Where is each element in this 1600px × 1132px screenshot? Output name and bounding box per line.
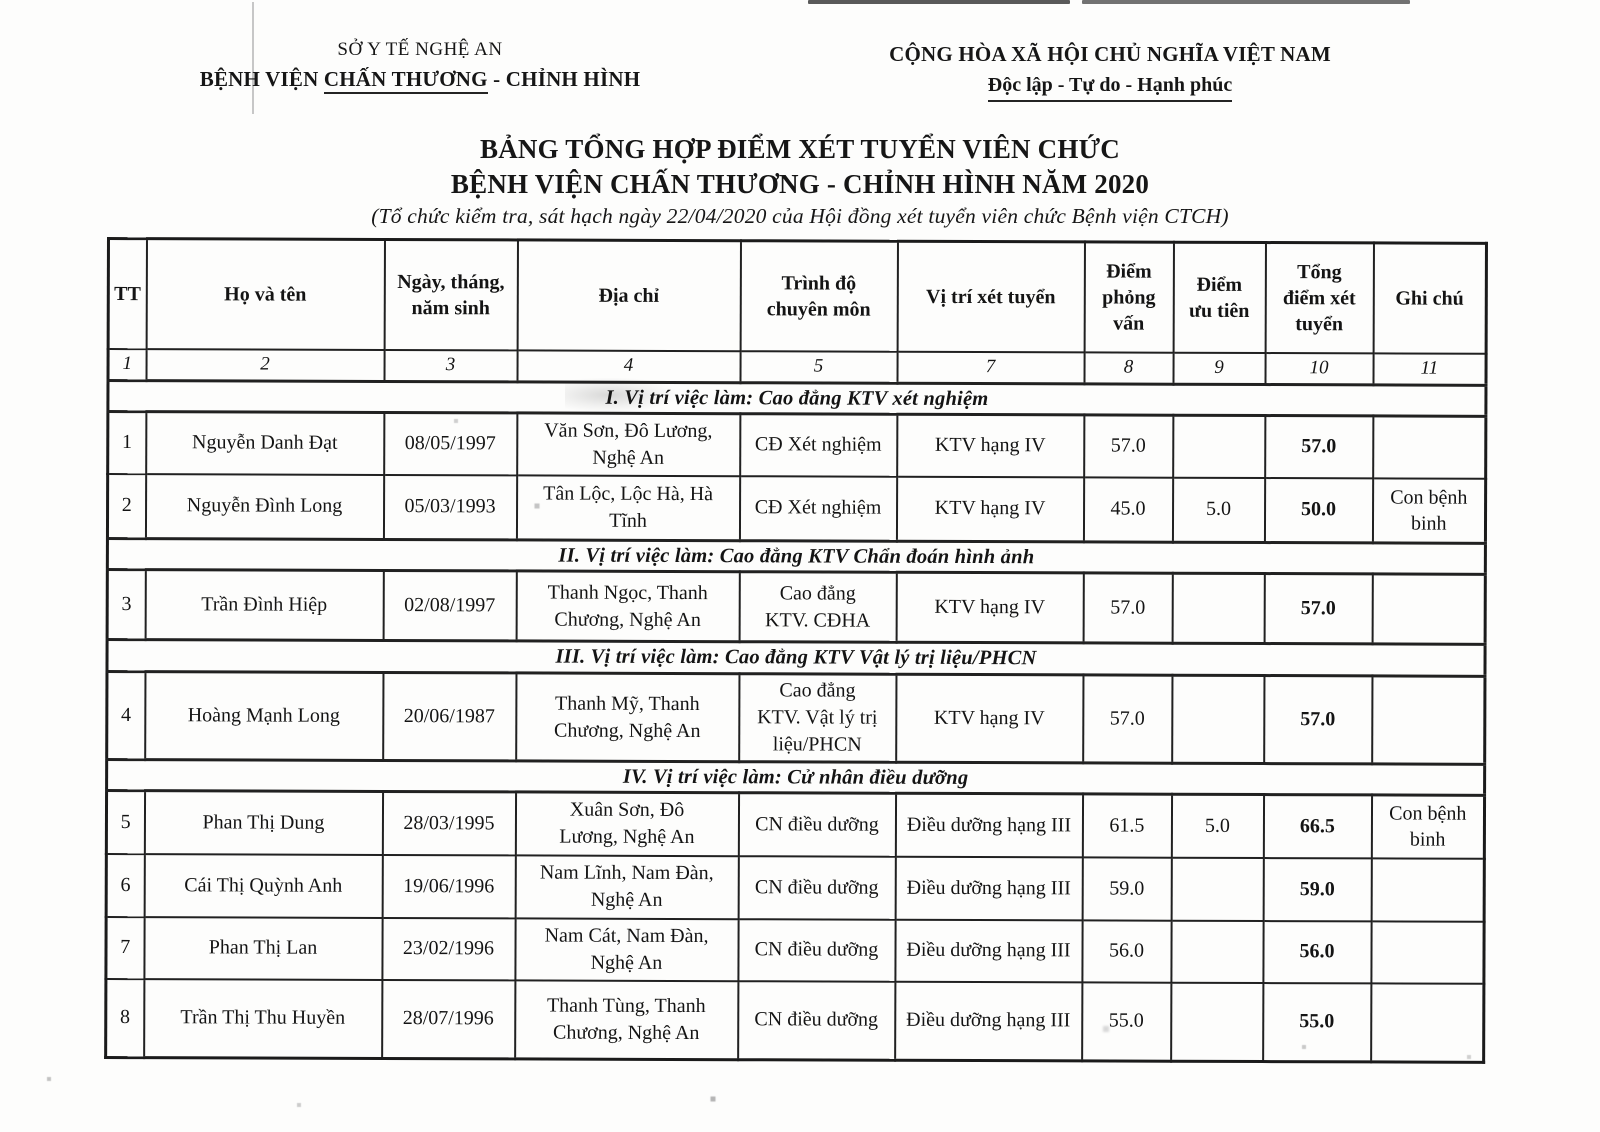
- letterhead-left: [140, 36, 700, 94]
- cell-total-score: 55.0: [1263, 983, 1371, 1062]
- cell-total-score: 57.0: [1265, 416, 1373, 478]
- cell-degree: CN điều dưỡng: [738, 856, 895, 920]
- cell-total-score: 59.0: [1263, 858, 1371, 921]
- cell-interview-score: 61.5: [1082, 794, 1171, 857]
- cell-tt: 4: [107, 672, 145, 760]
- section-label: IV. Vị trí việc làm: Cử nhân điều dưỡng: [107, 760, 1485, 796]
- cell-dob: 20/06/1987: [383, 672, 516, 760]
- col-num: 5: [740, 351, 897, 384]
- col-num: 4: [517, 350, 740, 383]
- cell-address: Thanh Mỹ, Thanh Chương, Nghệ An: [516, 673, 739, 762]
- col-header-priority-score: Điểm ưu tiên: [1173, 242, 1265, 352]
- document-title-block: [0, 132, 1600, 229]
- cell-position: Điều dưỡng hạng III: [895, 856, 1082, 920]
- department-name: SỞ Y TẾ NGHỆ AN: [337, 39, 503, 60]
- cell-tt: 5: [106, 791, 144, 854]
- cell-note: [1372, 676, 1485, 764]
- cell-total-score: 56.0: [1263, 921, 1371, 983]
- col-num: 1: [108, 349, 146, 381]
- cell-note: Con bệnh binh: [1371, 795, 1484, 858]
- cell-dob: 19/06/1996: [382, 854, 515, 917]
- col-num: 3: [384, 349, 517, 381]
- col-num: 10: [1265, 353, 1373, 385]
- cell-degree: CĐ Xét nghiệm: [740, 414, 897, 477]
- cell-position: KTV hạng IV: [896, 476, 1083, 542]
- cell-name: Trần Đình Hiệp: [145, 570, 383, 641]
- cell-position: Điều dưỡng hạng III: [895, 919, 1082, 982]
- cell-tt: 2: [107, 474, 145, 539]
- col-num: 7: [897, 351, 1084, 384]
- cell-dob: 05/03/1993: [383, 474, 516, 539]
- national-title: CỘNG HÒA XÃ HỘI CHỦ NGHĨA VIỆT NAM: [889, 42, 1331, 66]
- col-header-position: Vị trí xét tuyển: [897, 241, 1084, 352]
- col-header-note: Ghi chú: [1373, 243, 1486, 353]
- document-title-line2: BỆNH VIỆN CHẤN THƯƠNG - CHỈNH HÌNH NĂM 2020: [450, 169, 1150, 200]
- scan-edge-artifact: [1082, 0, 1410, 4]
- col-num: 9: [1173, 352, 1265, 384]
- section-row-2: [107, 539, 1485, 575]
- document-title-line1: BẢNG TỔNG HỢP ĐIỂM XÉT TUYỂN VIÊN CHỨC: [480, 134, 1120, 164]
- cell-name: Cái Thị Quỳnh Anh: [144, 854, 382, 918]
- cell-name: Trần Thị Thu Huyền: [144, 979, 382, 1059]
- table-row: [106, 791, 1484, 859]
- cell-interview-score: 55.0: [1082, 982, 1171, 1061]
- cell-dob: 23/02/1996: [382, 917, 515, 979]
- table-row: [106, 917, 1484, 984]
- cell-interview-score: 57.0: [1084, 415, 1173, 477]
- section-row-4: [107, 760, 1485, 796]
- col-header-tt: TT: [108, 239, 146, 349]
- cell-tt: 3: [107, 570, 145, 640]
- cell-name: Hoàng Mạnh Long: [145, 672, 383, 761]
- cell-priority-score: 5.0: [1172, 477, 1264, 542]
- col-header-total-score: Tổng điểm xét tuyển: [1265, 243, 1373, 353]
- cell-interview-score: 45.0: [1083, 477, 1172, 542]
- table-row: [107, 474, 1485, 544]
- cell-priority-score: [1171, 920, 1263, 982]
- section-row-3: [107, 640, 1485, 677]
- cell-note: Con bệnh binh: [1372, 478, 1485, 543]
- cell-dob: 02/08/1997: [383, 570, 516, 640]
- col-num: 2: [146, 349, 384, 382]
- scan-noise-specks: [0, 0, 2, 2]
- scan-edge-artifact: [808, 0, 1070, 4]
- col-num: 8: [1084, 352, 1173, 384]
- cell-tt: 1: [108, 412, 146, 474]
- cell-position: KTV hạng IV: [897, 414, 1084, 477]
- cell-name: Phan Thị Lan: [144, 917, 382, 980]
- cell-priority-score: [1171, 857, 1263, 920]
- national-motto: Độc lập - Tự do - Hạnh phúc: [988, 71, 1232, 102]
- score-table: [104, 237, 1488, 1064]
- cell-interview-score: 56.0: [1082, 920, 1171, 982]
- hospital-name: BỆNH VIỆN CHẤN THƯƠNG - CHỈNH HÌNH: [140, 64, 700, 94]
- table-header-row: [108, 239, 1486, 354]
- section-label: II. Vị trí việc làm: Cao đẳng KTV Chẩn đoán hình ảnh: [107, 539, 1485, 575]
- section-label: III. Vị trí việc làm: Cao đẳng KTV Vật lý trị liệu/PHCN: [107, 640, 1485, 677]
- cell-dob: 08/05/1997: [384, 412, 517, 474]
- table-row: [107, 570, 1485, 645]
- cell-degree: CĐ Xét nghiệm: [739, 476, 896, 542]
- table-row: [106, 979, 1484, 1063]
- cell-degree: CN điều dưỡng: [738, 981, 895, 1061]
- cell-interview-score: 57.0: [1083, 573, 1172, 643]
- cell-address: Nam Lĩnh, Nam Đàn, Nghệ An: [515, 855, 738, 919]
- column-number-row: [108, 349, 1486, 386]
- cell-position: Điều dưỡng hạng III: [895, 981, 1082, 1061]
- cell-priority-score: [1172, 573, 1264, 643]
- cell-priority-score: [1172, 675, 1264, 763]
- cell-position: Điều dưỡng hạng III: [895, 793, 1082, 857]
- letterhead-right: [840, 40, 1380, 102]
- cell-priority-score: [1173, 415, 1265, 477]
- col-num: 11: [1373, 353, 1486, 385]
- cell-note: [1372, 574, 1485, 644]
- cell-note: [1371, 858, 1484, 921]
- cell-name: Phan Thị Dung: [144, 791, 382, 855]
- cell-position: KTV hạng IV: [896, 674, 1083, 763]
- cell-total-score: 66.5: [1263, 795, 1371, 858]
- cell-interview-score: 57.0: [1083, 675, 1172, 763]
- cell-degree: CN điều dưỡng: [738, 919, 895, 982]
- col-header-dob: Ngày, tháng, năm sinh: [384, 239, 517, 349]
- table-row: [107, 672, 1485, 765]
- cell-address: Thanh Ngọc, Thanh Chương, Nghệ An: [516, 571, 739, 642]
- cell-address: Nam Cát, Nam Đàn, Nghệ An: [515, 918, 738, 981]
- cell-degree: Cao đẳng KTV. CĐHA: [739, 572, 896, 643]
- cell-address: Tân Lộc, Lộc Hà, Hà Tĩnh: [516, 475, 739, 541]
- cell-dob: 28/07/1996: [382, 979, 515, 1058]
- cell-total-score: 57.0: [1264, 574, 1372, 644]
- cell-priority-score: 5.0: [1171, 794, 1263, 857]
- cell-note: [1373, 416, 1486, 478]
- col-header-degree: Trình độ chuyên môn: [740, 241, 897, 352]
- cell-total-score: 57.0: [1264, 676, 1372, 764]
- cell-address: Xuân Sơn, Đô Lương, Nghệ An: [515, 792, 738, 856]
- cell-degree: CN điều dưỡng: [738, 793, 895, 857]
- cell-total-score: 50.0: [1264, 478, 1372, 543]
- cell-name: Nguyễn Danh Đạt: [146, 412, 384, 475]
- cell-tt: 6: [106, 854, 144, 917]
- col-header-name: Họ và tên: [146, 239, 384, 350]
- cell-note: [1371, 983, 1484, 1062]
- col-header-address: Địa chỉ: [517, 240, 740, 351]
- cell-dob: 28/03/1995: [382, 791, 515, 854]
- cell-address: Thanh Tùng, Thanh Chương, Nghệ An: [515, 980, 738, 1060]
- cell-tt: 8: [106, 979, 144, 1058]
- cell-address: Văn Sơn, Đô Lương, Nghệ An: [517, 413, 740, 476]
- cell-name: Nguyễn Đình Long: [145, 474, 383, 540]
- cell-note: [1371, 921, 1484, 983]
- cell-priority-score: [1171, 982, 1263, 1061]
- section-label: I. Vị trí việc làm: Cao đẳng KTV xét nghiệm: [108, 381, 1486, 417]
- table-row: [108, 412, 1486, 479]
- cell-interview-score: 59.0: [1082, 857, 1171, 920]
- table-row: [106, 854, 1484, 922]
- document-subtitle: (Tổ chức kiểm tra, sát hạch ngày 22/04/2020 của Hội đồng xét tuyển viên chức Bệnh viện CTCH): [371, 204, 1229, 229]
- cell-tt: 7: [106, 917, 144, 979]
- cell-degree: Cao đẳng KTV. Vật lý trị liệu/PHCN: [739, 674, 896, 763]
- cell-position: KTV hạng IV: [896, 572, 1083, 643]
- col-header-interview-score: Điểm phỏng vấn: [1084, 242, 1173, 352]
- section-row-1: [108, 381, 1486, 417]
